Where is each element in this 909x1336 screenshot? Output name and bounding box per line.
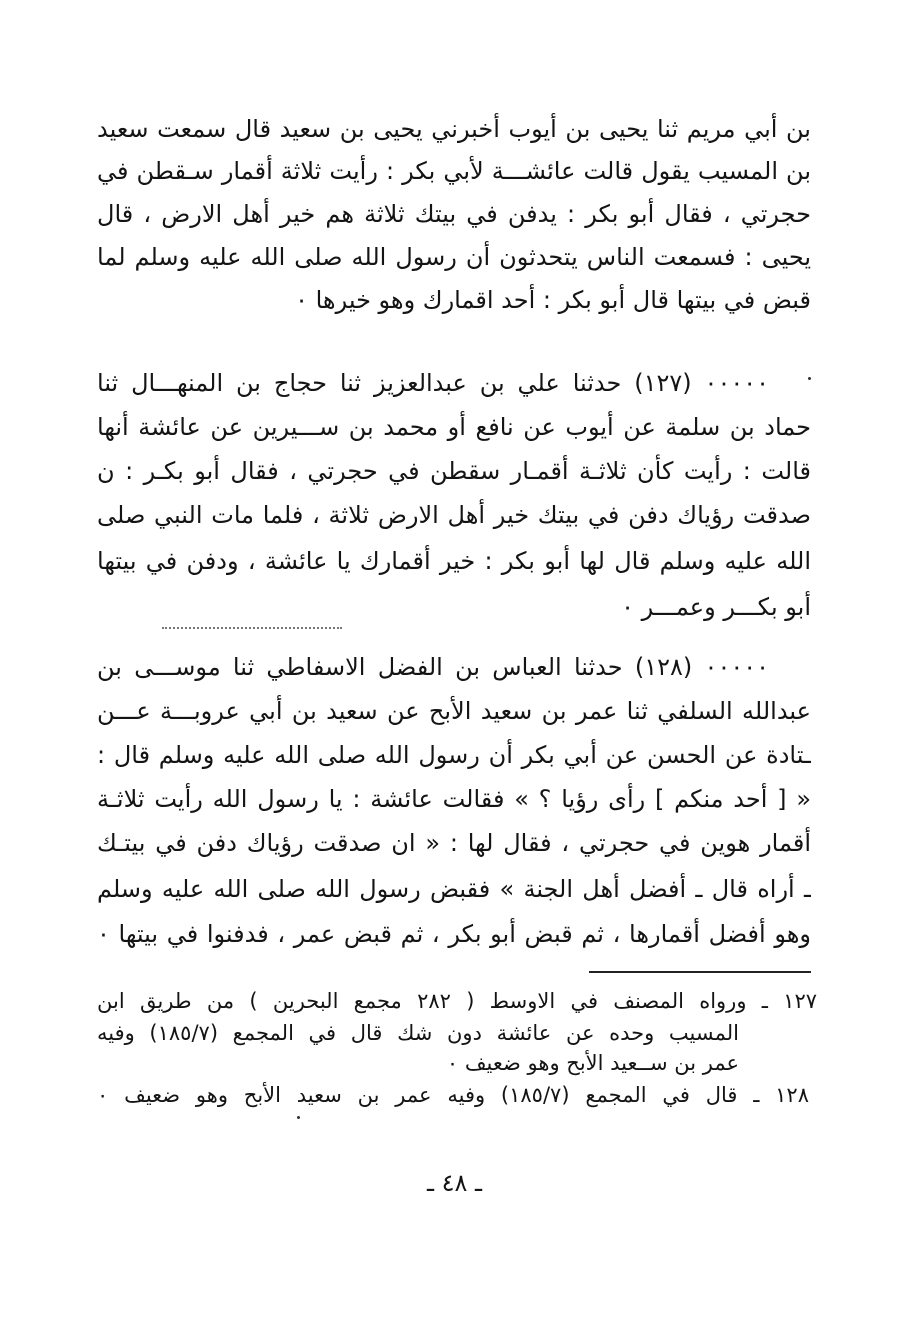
page-number: ـ ٤٨ ـ bbox=[426, 1169, 483, 1197]
text-line: قالت : رأيت كأن ثلاثـة أقمـار سقطن في حجرتي ، فقال أبو بكـر : ن bbox=[97, 457, 811, 485]
text-line: حماد بن سلمة عن أيوب عن نافع أو محمد بن ســـيرين عن عائشة أنها bbox=[97, 413, 811, 441]
text-line: بن المسيب يقول قالت عائشـــة لأبي بكر : رأيت ثلاثة أقمار سـقطن في bbox=[97, 157, 811, 185]
text-line: ـتادة عن الحسن عن أبي بكر أن رسول الله صلى الله عليه وسلم قال : bbox=[97, 741, 811, 769]
text-line: عبدالله السلفي ثنا عمر بن سعيد الأبح عن سعيد بن أبي عروبـــة عـــن bbox=[97, 697, 811, 725]
footnote-separator bbox=[589, 971, 811, 973]
text-line: أقمار هوين في حجرتي ، فقال لها : « ان صدقت رؤياك دفن في بيتـك bbox=[97, 829, 811, 857]
ink-speck bbox=[297, 1116, 300, 1119]
ink-speck bbox=[808, 377, 811, 380]
text-line: ـ أراه قال ـ أفضل أهل الجنة » فقبض رسول الله صلى الله عليه وسلم bbox=[97, 875, 811, 903]
text-line: صدقت رؤياك دفن في بيتك خير أهل الارض ثلاثة ، فلما مات النبي صلى bbox=[97, 501, 811, 529]
dotted-mark bbox=[162, 627, 342, 629]
text-line: حجرتي ، فقال أبو بكر : يدفن في بيتك ثلاثة هم خير أهل الارض ، قال bbox=[97, 200, 811, 228]
text-line: بن أبي مريم ثنا يحيى بن أيوب أخبرني يحيى بن سعيد قال سمعت سعيد bbox=[97, 115, 811, 143]
footnote-128: ١٢٨ ـ قال في المجمع (١٨٥/٧) وفيه عمر بن سعيد الأبح وهو ضعيف ٠ bbox=[97, 1083, 809, 1107]
footnote-127-line: المسيب وحده عن عائشة دون شك قال في المجمع (١٨٥/٧) وفيه bbox=[97, 1021, 739, 1045]
text-line: قبض في بيتها قال أبو بكر : أحد اقمارك وهو خيرها ٠ bbox=[295, 286, 811, 314]
hadith-127-opening: ٠٠٠٠٠ (١٢٧) حدثنا علي بن عبدالعزيز ثنا حجاج بن المنهـــال ثنا bbox=[97, 369, 769, 397]
text-line: يحيى : فسمعت الناس يتحدثون أن رسول الله صلى الله عليه وسلم لما bbox=[97, 243, 811, 271]
text-line: « [ أحد منكم ] رأى رؤيا ؟ » فقالت عائشة : يا رسول الله رأيت ثلاثـة bbox=[97, 785, 811, 813]
footnote-127-line: ١٢٧ ـ ورواه المصنف في الاوسط ( ٢٨٢ مجمع البحرين ) من طريق ابن bbox=[97, 989, 817, 1013]
text-line: الله عليه وسلم قال لها أبو بكر : خير أقمارك يا عائشة ، ودفن في بيتها bbox=[97, 547, 811, 575]
text-line: وهو أفضل أقمارها ، ثم قبض أبو بكر ، ثم قبض عمر ، فدفنوا في بيتها ٠ bbox=[97, 920, 811, 948]
text-line: أبو بكـــر وعمـــر ٠ bbox=[621, 593, 811, 621]
hadith-128-opening: ٠٠٠٠٠ (١٢٨) حدثنا العباس بن الفضل الاسفاطي ثنا موســـى بن bbox=[97, 653, 769, 681]
footnote-127-line: عمر بن ســعيد الأبح وهو ضعيف ٠ bbox=[446, 1051, 739, 1075]
